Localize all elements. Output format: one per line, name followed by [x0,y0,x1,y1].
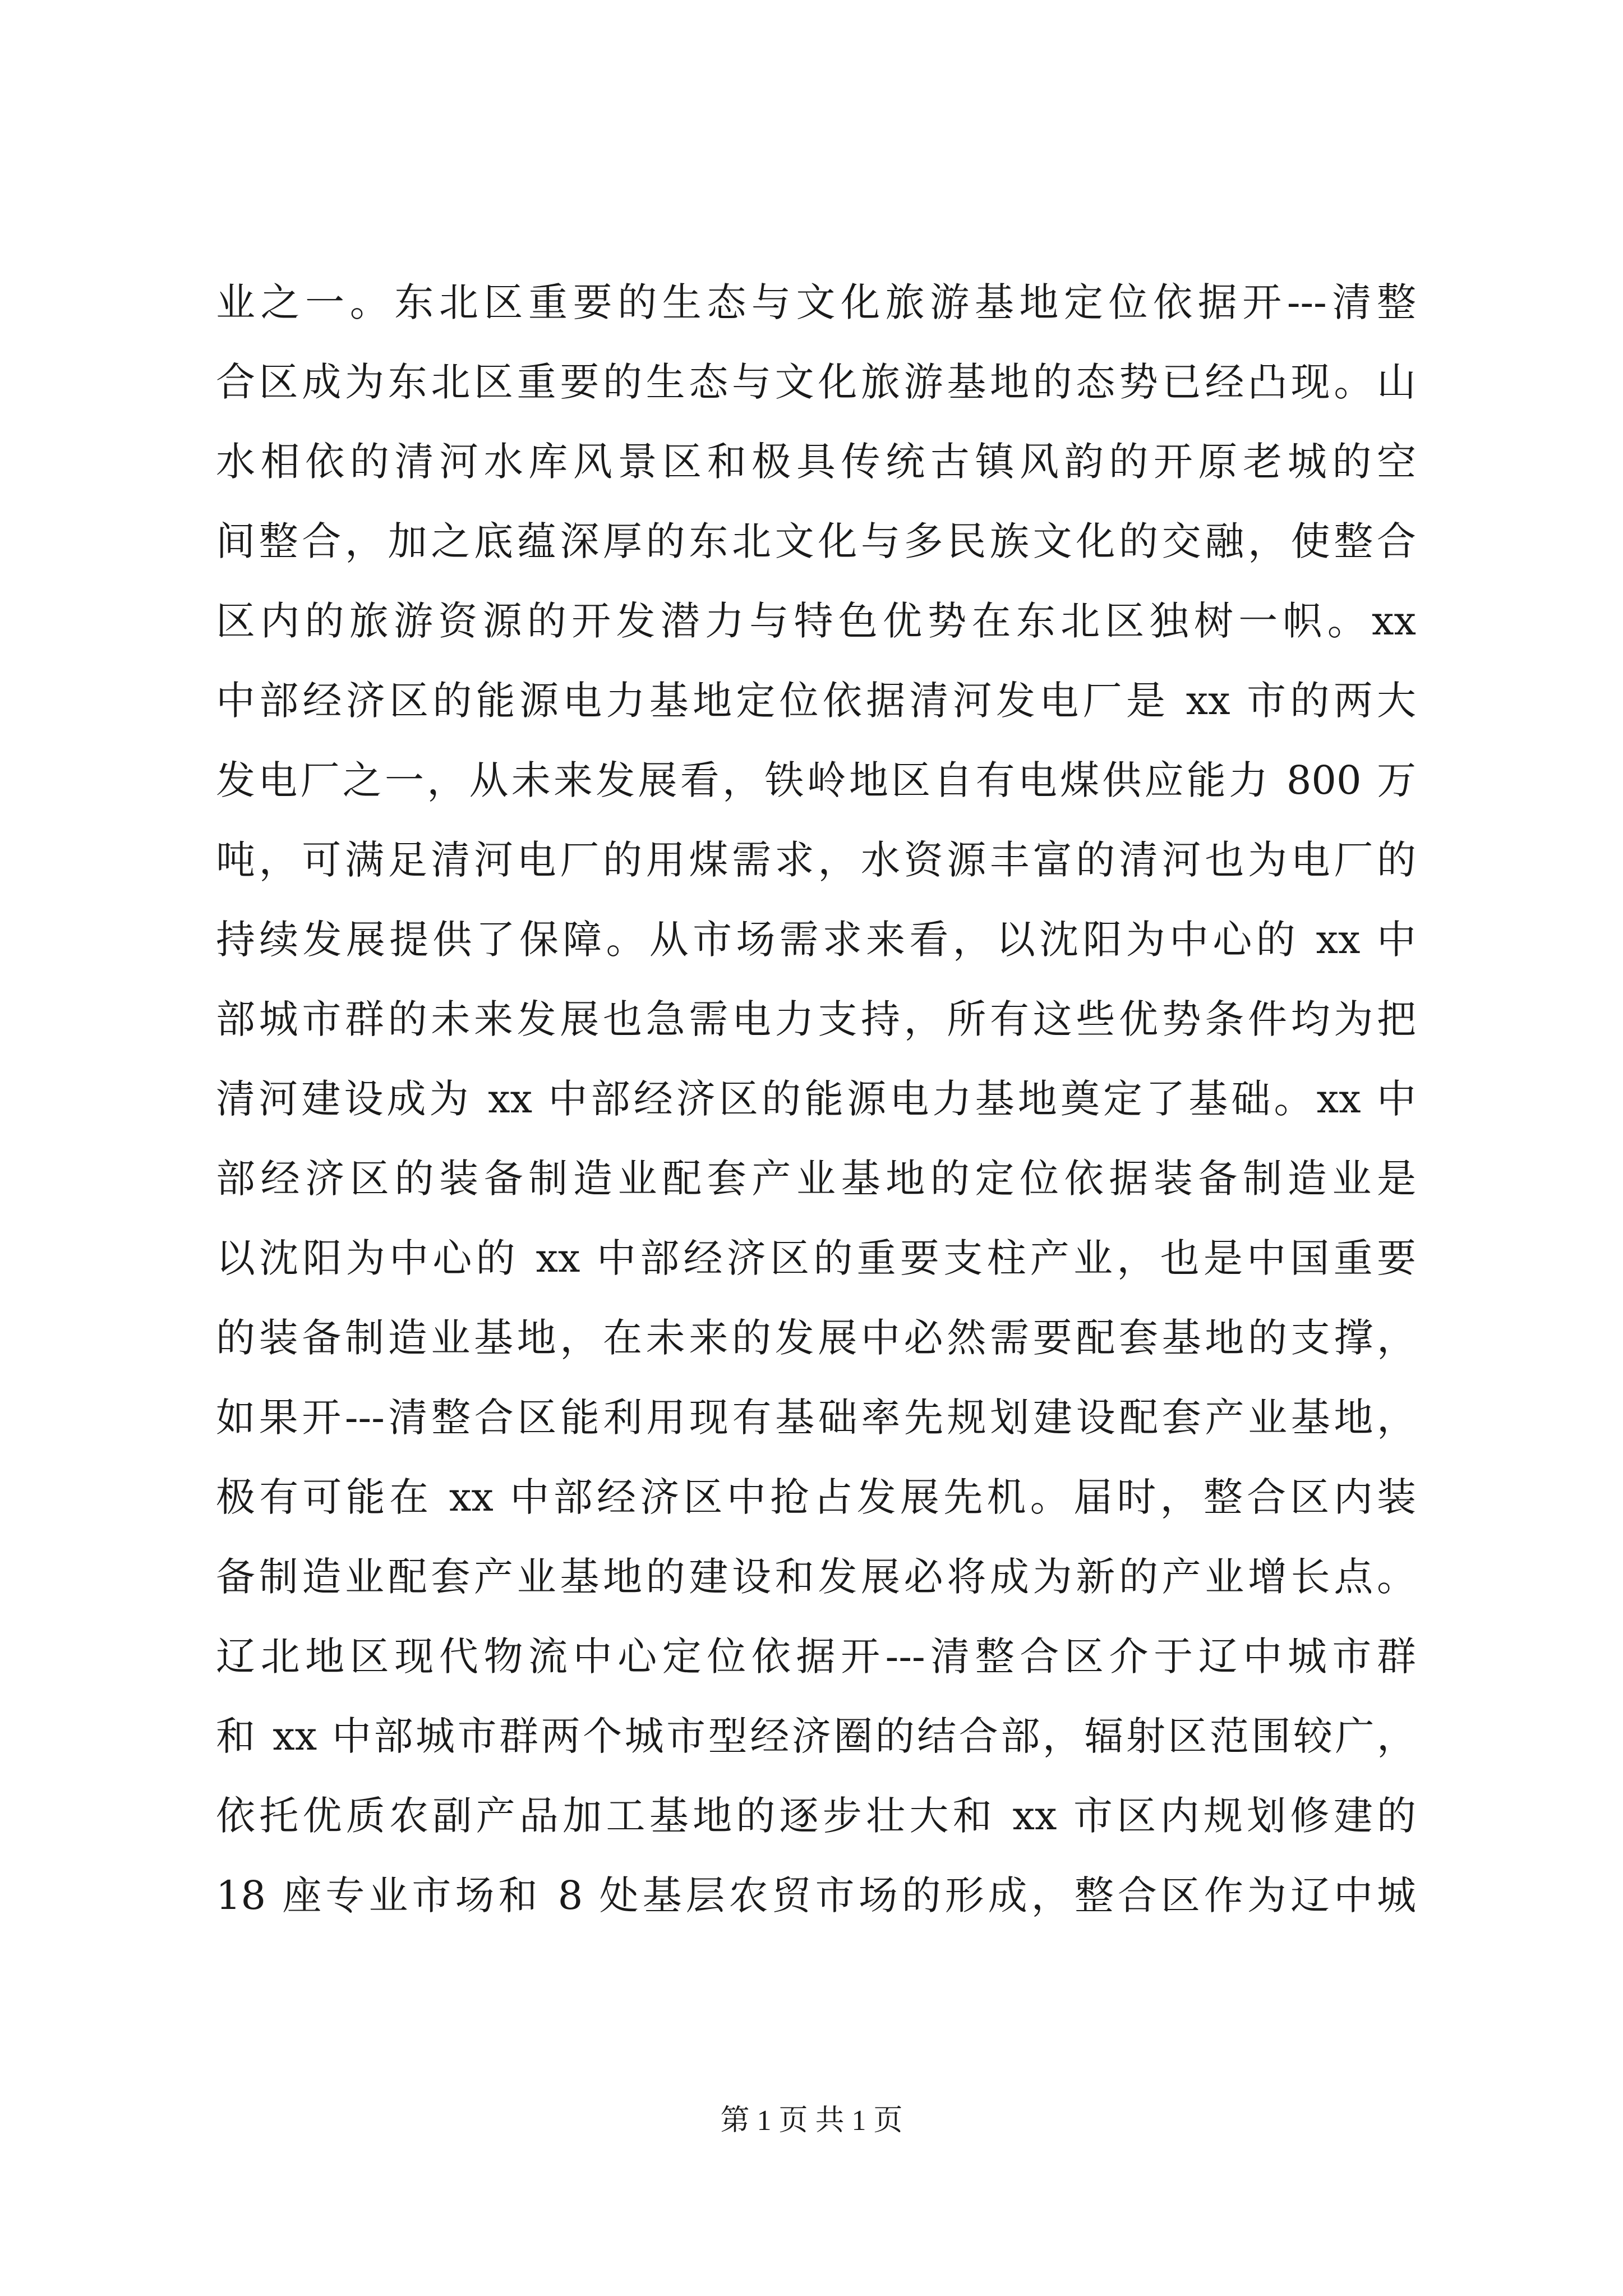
text-line-19: 和 xx 中部城市群两个城市型经济圈的结合部，辐射区范围较广， [216,1713,1416,1759]
text-line-12: 部经济区的装备制造业配套产业基地的定位依据装备制造业是 [216,1156,1416,1202]
text-line-5: 区内的旅游资源的开发潜力与特色优势在东北区独树一帜。xx [216,598,1416,644]
text-line-7: 发电厂之一，从未来发展看，铁岭地区自有电煤供应能力 800 万 [216,757,1416,803]
text-line-15: 如果开---清整合区能利用现有基础率先规划建设配套产业基地， [216,1395,1416,1441]
text-line-3: 水相依的清河水库风景区和极具传统古镇风韵的开原老城的空 [216,439,1416,485]
page-footer: 第 1 页 共 1 页 [720,2105,903,2137]
text-line-8: 吨，可满足清河电厂的用煤需求，水资源丰富的清河也为电厂的 [216,837,1416,883]
body-paragraph [216,263,1416,1935]
text-line-1: 业之一。东北区重要的生态与文化旅游基地定位依据开---清整 [216,279,1416,325]
text-line-13: 以沈阳为中心的 xx 中部经济区的重要支柱产业，也是中国重要 [216,1235,1416,1281]
text-line-18: 辽北地区现代物流中心定位依据开---清整合区介于辽中城市群 [216,1634,1416,1680]
text-line-10: 部城市群的未来发展也急需电力支持，所有这些优势条件均为把 [216,996,1416,1042]
text-line-9: 持续发展提供了保障。从市场需求来看，以沈阳为中心的 xx 中 [216,917,1416,963]
text-line-14: 的装备制造业基地，在未来的发展中必然需要配套基地的支撑， [216,1315,1416,1361]
text-line-2: 合区成为东北区重要的生态与文化旅游基地的态势已经凸现。山 [216,359,1416,405]
text-line-6: 中部经济区的能源电力基地定位依据清河发电厂是 xx 市的两大 [216,678,1416,724]
text-line-11: 清河建设成为 xx 中部经济区的能源电力基地奠定了基础。xx 中 [216,1076,1416,1122]
text-line-17: 备制造业配套产业基地的建设和发展必将成为新的产业增长点。 [216,1554,1416,1600]
text-line-20: 依托优质农副产品加工基地的逐步壮大和 xx 市区内规划修建的 [216,1793,1416,1839]
text-line-21: 18 座专业市场和 8 处基层农贸市场的形成，整合区作为辽中城 [216,1872,1416,1918]
text-line-4: 间整合，加之底蕴深厚的东北文化与多民族文化的交融，使整合 [216,518,1416,564]
text-line-16: 极有可能在 xx 中部经济区中抢占发展先机。届时，整合区内装 [216,1474,1416,1520]
